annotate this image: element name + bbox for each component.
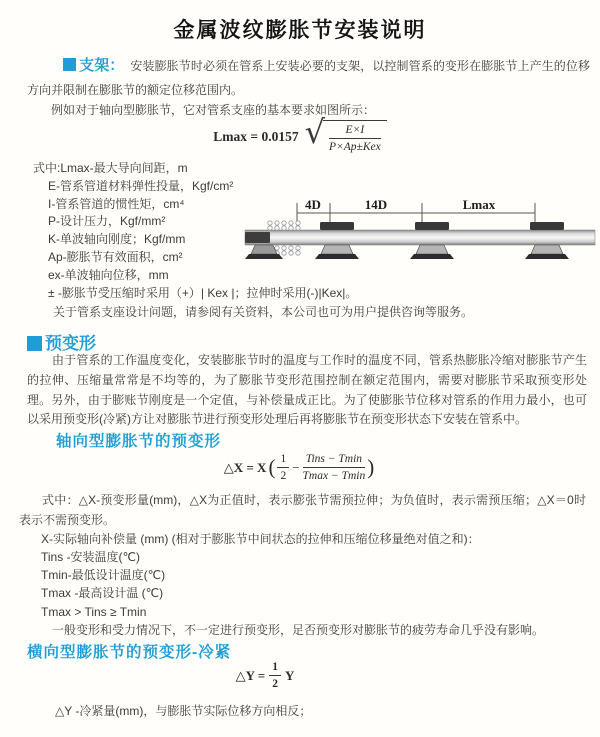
- temp-definition-item: Tmin-最低设计温度(℃): [41, 568, 166, 583]
- definition-item: Ap-膨胀节有效面积，cm²: [48, 249, 183, 264]
- half-denominator: 2: [280, 470, 287, 483]
- definition-item: P-设计压力，Kgf/mm²: [48, 214, 166, 229]
- diagram-label-14d: 14D: [364, 197, 388, 212]
- diagram-label-4d: 4D: [305, 197, 321, 212]
- predeform-section-title: 预变形: [45, 334, 96, 353]
- support-example-line: 例如对于轴向型膨胀节，它对管系支座的基本要求如图所示：: [51, 103, 376, 117]
- section-square-icon: [63, 58, 76, 71]
- x-definition: X-实际轴向补偿量 (mm) (相对于膨胀节中间状态的拉伸和压缩位移量绝对值之和)：: [41, 532, 480, 546]
- axial-predeform-heading: 轴向型膨胀节的预变形: [56, 433, 222, 450]
- axial-formula-explanation: 式中：△X-预变形量(mm)，△X为正值时，表示膨张节需预拉伸；为负值时，表示需预压缩；△X＝0时表示不需预变形。: [19, 493, 586, 527]
- pipe: [245, 230, 595, 245]
- half-denominator: 2: [272, 678, 278, 691]
- definition-item: E-管系管道材料弹性投量，Kgf/cm²: [48, 178, 234, 193]
- lmax-formula: [0, 113, 600, 155]
- half-numerator: 1: [277, 452, 289, 468]
- lateral-formula-rhs: Y: [284, 667, 295, 683]
- y-definition: △Y -冷紧量(mm)，与膨胀节实际位移方向相反；: [55, 704, 312, 718]
- section-square-icon: [27, 336, 42, 351]
- radical-sign-icon: √: [304, 113, 325, 151]
- support-intro-text: 安装膨胀节时必须在管系上安装必要的支架，以控制管系的变形在膨胀节上产生的位移方向并限制在膨胀节的额定位移范围内。: [27, 59, 590, 97]
- page-title: 金属波纹膨胀节安装说明: [173, 19, 427, 42]
- square-root: [304, 113, 387, 155]
- predeform-body-paragraph: 由于管系的工作温度变化，安装膨胀节时的温度与工作时的温度不同，管系热膨胀冷缩对膨胀节产生的拉伸、压缩量常常是不均等的，为了膨胀节变形范围控制在额定范围内，需要对膨胀节采取预变形处理。另外，由于膨账节刚度是一个定值，与补偿量成正比。为了使膨胀节位移对管系的作用力最小，也可以采用预变形(冷紧)方让对膨胀节进行预变形处理后再将膨胀节在预变形状态下安装在管系中。: [27, 353, 587, 427]
- predeform-note: 一般变形和受力情况下，不一定进行预变形，足否预变形对膨胀节的疲劳寿命几乎没有影响。: [52, 623, 545, 637]
- diagram-label-lmax: Lmax: [462, 197, 496, 212]
- lateral-predeform-heading: 横向型膨胀节的预变形-冷紧: [27, 644, 232, 661]
- temp-inequality: Tmax > Tins ≥ Tmin: [41, 604, 147, 619]
- axial-formula-lhs: △X = X: [223, 459, 267, 475]
- axial-predeform-formula: [0, 452, 600, 484]
- lateral-formula-lhs: △Y =: [235, 667, 266, 683]
- temperature-definitions: [41, 548, 165, 621]
- temp-fraction-numerator: Tins − Tmin: [303, 452, 366, 468]
- consult-note: 关于管系支座设计问题，请参阅有关资料，本公司也可为用户提供咨询等服务。: [53, 305, 474, 320]
- half-numerator: 1: [269, 660, 281, 676]
- pipe-support-diagram: [243, 193, 597, 271]
- support-section-title: 支架：: [79, 57, 125, 74]
- definition-item: I-管系管道的惯性矩，cm⁴: [48, 196, 185, 211]
- close-paren: ): [367, 455, 375, 480]
- temp-definition-item: Tins -安装温度(℃): [41, 550, 141, 564]
- definition-item: K-单波轴向刚度；Kgf/mm: [48, 232, 186, 247]
- definitions-intro: 式中:Lmax-最大导向间距，m: [33, 161, 188, 175]
- temp-fraction-denominator: Tmax − Tmin: [302, 470, 366, 483]
- plus-minus-note: ± -膨胀节受压缩时采用（+）| Kex |；拉伸时采用(-)|Kex|。: [48, 285, 358, 300]
- minus-operator: −: [292, 459, 300, 475]
- lateral-predeform-formula: [0, 660, 565, 692]
- lmax-formula-lhs: Lmax = 0.0157: [213, 128, 299, 144]
- lmax-formula-denominator: P×Ap±Kex: [328, 141, 381, 154]
- lmax-formula-numerator: E×I: [329, 123, 381, 139]
- support-paragraph: [27, 54, 590, 102]
- open-paren: (: [268, 455, 276, 480]
- temp-definition-item: Tmax -最高设计温 (℃): [41, 586, 164, 601]
- definition-item: ex-单波轴向位移，mm: [48, 267, 169, 282]
